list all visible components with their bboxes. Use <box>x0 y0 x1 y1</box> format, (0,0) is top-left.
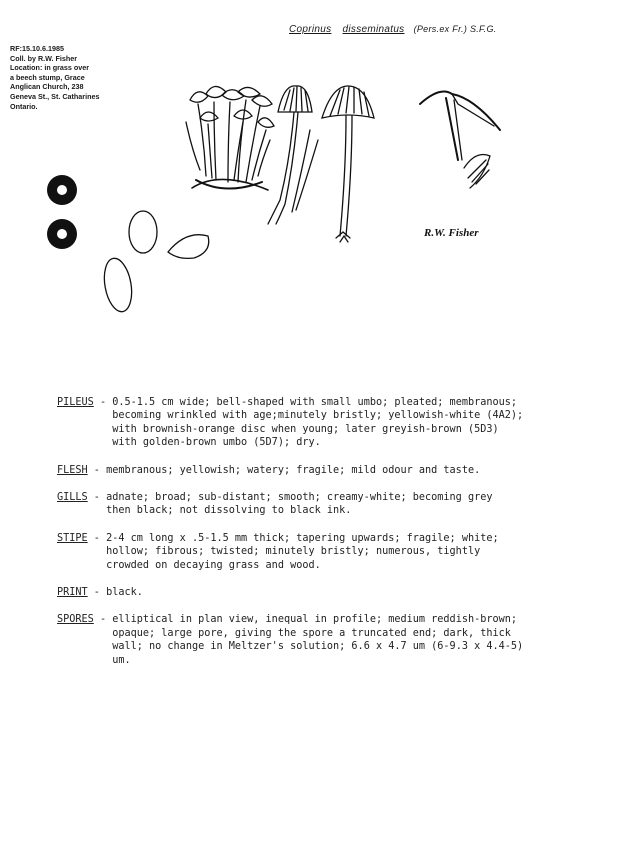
entry-line: um. <box>112 654 131 666</box>
record-line: Location: in grass over <box>10 63 90 73</box>
record-line: Geneva St., St. Catharines <box>10 91 100 101</box>
entry-line: with golden-brown umbo (5D7); dry. <box>112 437 321 449</box>
entry-line: membranous; yellowish; watery; fragile; mild odour and taste. <box>106 464 481 476</box>
spore-outline-drawing <box>101 211 209 314</box>
record-line: Coll. by R.W. Fisher <box>10 53 78 63</box>
tall-mushroom-drawing <box>322 86 374 242</box>
entry-line: hollow; fibrous; twisted; minutely bristly; numerous, tightly <box>106 546 481 558</box>
entry-line: black. <box>106 587 143 599</box>
description-entry: FLESH - membranous; yellowish; watery; fragile; mild odour and taste. <box>57 464 627 477</box>
record-line: a beech stump, Grace <box>10 72 85 82</box>
description-entry: PILEUS - 0.5-1.5 cm wide; bell-shaped with small umbo; pleated; membranous; becoming wrinkled with age;minutely bristly; yellowish-white (4A2); with brownish-orange disc when young; later greyish-brown (5D3) with golden-brown umbo (5D7); dry. <box>57 396 627 450</box>
entry-label: SPORES <box>57 614 94 626</box>
entry-line: wall; no change in Meltzer's solution; 6.6 x 4.7 um (6-9.3 x 4.4-5) <box>112 641 524 653</box>
record-line: RF:15.10.6.1985 <box>10 44 64 53</box>
cap-section-drawing <box>420 92 500 188</box>
description-entry: STIPE - 2-4 cm long x .5-1.5 mm thick; tapering upwards; fragile; white; hollow; fibrous; twisted; minutely bristly; numerous, tightly crowded on decaying grass and wood. <box>57 532 627 572</box>
entry-line: becoming wrinkled with age;minutely bristly; yellowish-white (4A2); <box>112 410 524 422</box>
description-entry: SPORES - elliptical in plan view, inequal in profile; medium reddish-brown; opaque; large pore, giving the spore a truncated end; dark, thick wall; no change in Meltzer's solution; 6.6 x 4.7 um (6-9.3 x 4.4-5) um. <box>57 613 627 667</box>
species-epithet: disseminatus <box>342 24 405 35</box>
artist-signature: R.W. Fisher <box>424 227 479 239</box>
entry-line: adnate; broad; sub-distant; smooth; creamy-white; becoming grey <box>106 492 493 504</box>
entry-line: opaque; large pore, giving the spore a truncated end; dark, thick <box>112 627 511 639</box>
record-line: Ontario. <box>10 101 38 111</box>
illustrations <box>0 0 640 330</box>
spore-rosette-drawing <box>47 175 77 249</box>
genus-name: Coprinus <box>289 24 332 35</box>
entry-line: then black; not dissolving to black ink. <box>106 505 352 517</box>
mature-mushroom-drawing <box>268 86 318 224</box>
entry-line: 0.5-1.5 cm wide; bell-shaped with small umbo; pleated; membranous; <box>112 397 518 408</box>
description-section <box>57 396 627 681</box>
entry-line: with brownish-orange disc when young; later greyish-brown (5D3) <box>112 423 499 435</box>
mushroom-cluster-drawing <box>186 86 274 190</box>
entry-line: 2-4 cm long x .5-1.5 mm thick; tapering upwards; fragile; white; <box>106 532 499 544</box>
species-authority: (Pers.ex Fr.) S.F.G. <box>413 24 497 34</box>
entry-label: GILLS <box>57 492 88 504</box>
entry-label: PRINT <box>57 587 88 599</box>
entry-label: PILEUS <box>57 397 94 408</box>
description-entry: PRINT - black. <box>57 586 627 599</box>
entry-line: crowded on decaying grass and wood. <box>106 559 321 571</box>
entry-label: STIPE <box>57 532 88 544</box>
entry-label: FLESH <box>57 464 88 476</box>
description-entry: GILLS - adnate; broad; sub-distant; smooth; creamy-white; becoming grey then black; not dissolving to black ink. <box>57 491 627 518</box>
record-line: Anglican Church, 238 <box>10 82 84 92</box>
entry-line: elliptical in plan view, inequal in profile; medium reddish-brown; <box>112 614 518 626</box>
